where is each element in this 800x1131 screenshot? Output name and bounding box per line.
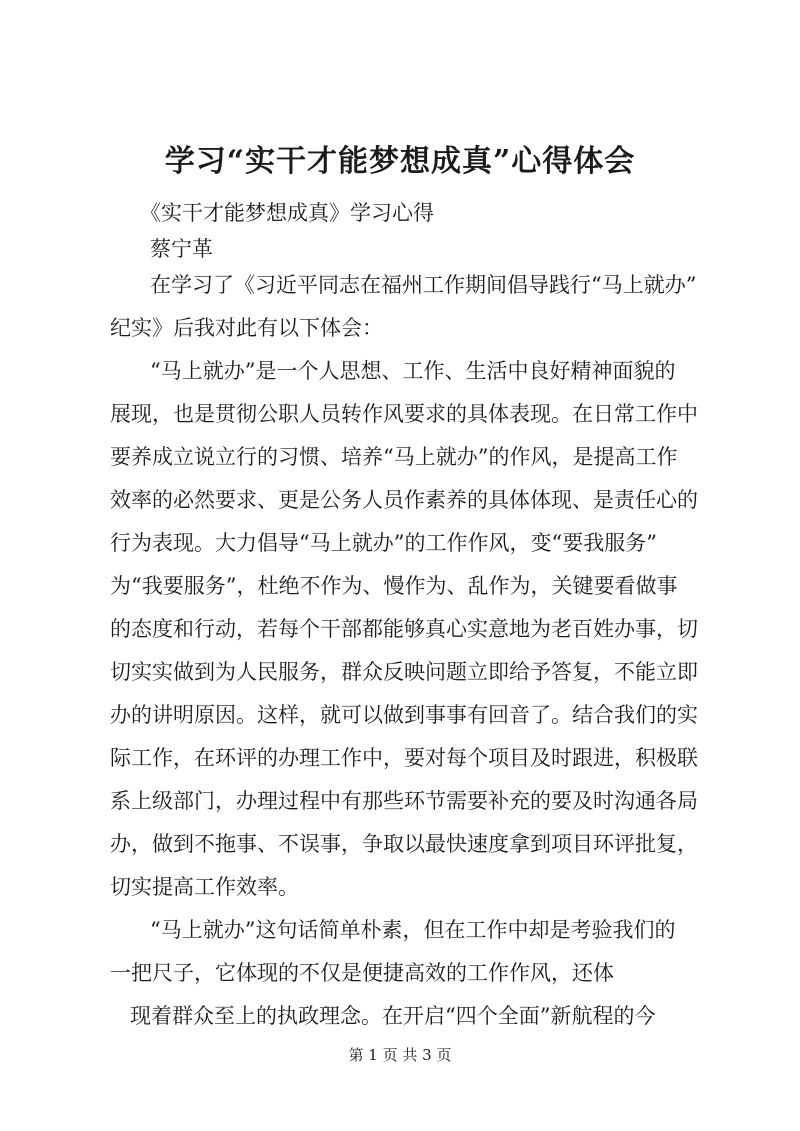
body-line: 切实实做到为人民服务，群众反映问题立即给予答复，不能立即: [110, 660, 698, 684]
body-line: 要养成立说立行的习惯、培养“马上就办”的作风，是提高工作: [110, 445, 678, 469]
body-line: 在学习了《习近平同志在福州工作期间倡导践行“马上就办”: [150, 273, 697, 297]
body-line: 际工作，在环评的办理工作中，要对每个项目及时跟进，积极联: [110, 746, 698, 770]
body-line: 展现，也是贯彻公职人员转作风要求的具体表现。在日常工作中: [110, 402, 698, 426]
body-line: 现着群众至上的执政理念。在开启“四个全面”新航程的今: [130, 1004, 656, 1028]
body-line: 纪实》后我对此有以下体会：: [110, 316, 383, 340]
document-author: 蔡宁革: [150, 237, 213, 261]
body-line: 系上级部门，办理过程中有那些环节需要补充的要及时沟通各局: [110, 789, 698, 813]
body-line: 行为表现。大力倡导“马上就办”的工作作风，变“要我服务”: [110, 531, 657, 555]
page-footer: 第 1 页 共 3 页: [348, 1046, 452, 1064]
body-line: 办，做到不拖事、不误事，争取以最快速度拿到项目环评批复，: [110, 832, 698, 856]
document-title: 学习“实干才能梦想成真”心得体会: [164, 144, 636, 179]
body-line: “马上就办”这句话简单朴素，但在工作中却是考验我们的: [150, 918, 676, 942]
body-line: 的态度和行动，若每个干部都能够真心实意地为老百姓办事，切: [110, 617, 698, 641]
body-line: 为“我要服务”，杜绝不作为、慢作为、乱作为，关键要看做事: [110, 574, 678, 598]
body-line: “马上就办”是一个人思想、工作、生活中良好精神面貌的: [150, 359, 676, 383]
body-line: 一把尺子，它体现的不仅是便捷高效的工作作风，还体: [110, 961, 614, 985]
body-line: 效率的必然要求、更是公务人员作素养的具体体现、是责任心的: [110, 488, 698, 512]
body-line: 切实提高工作效率。: [110, 875, 299, 899]
document-subtitle: 《实干才能梦想成真》学习心得: [140, 201, 434, 225]
body-line: 办的讲明原因。这样，就可以做到事事有回音了。结合我们的实: [110, 703, 698, 727]
